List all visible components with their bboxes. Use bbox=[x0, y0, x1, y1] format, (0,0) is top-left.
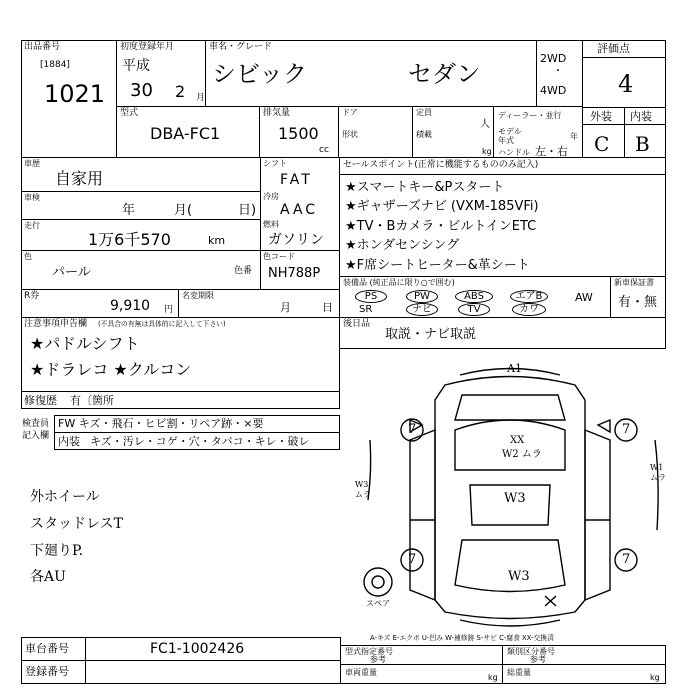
shape-label: 形状 bbox=[342, 130, 358, 139]
diagram-legend: A-キズ E-エクボ U-凹み W-補修跡 S-サビ C-腐食 XX-交換済 bbox=[370, 634, 554, 642]
inspector-row-2-prefix: 内装 bbox=[58, 435, 80, 448]
chassis-value: FC1-1002426 bbox=[150, 641, 245, 657]
sales-item: ★TV・Bカメラ・ビルトインETC bbox=[345, 219, 537, 234]
cap-unit: 人 bbox=[480, 119, 490, 130]
handwritten-note: スタッドレスT bbox=[30, 516, 123, 532]
color-no-label: 色番 bbox=[234, 266, 253, 276]
color-code-label: 色コード bbox=[263, 252, 295, 261]
shift-label: シフト bbox=[263, 159, 287, 168]
sales-item: ★ホンダセンシング bbox=[345, 238, 460, 253]
total-label: 総重量 bbox=[507, 668, 531, 677]
era: 平成 bbox=[122, 58, 150, 74]
lot-label: 出品番号 bbox=[24, 42, 61, 52]
reg-no-label: 登録番号 bbox=[25, 665, 69, 678]
change-label: 名変期限 bbox=[182, 291, 214, 300]
inspect-label: 車検 bbox=[24, 193, 40, 202]
mark-w3: W3 bbox=[508, 569, 530, 584]
chassis-label: 車台番号 bbox=[25, 642, 69, 655]
model-year-label: モデル 年式 bbox=[498, 127, 522, 145]
ext-label: 外装 bbox=[590, 110, 612, 123]
ac-value: AAC bbox=[280, 202, 319, 218]
inspector-label-1: 検査員 bbox=[22, 419, 50, 429]
warranty-value: 有・無 bbox=[618, 295, 658, 310]
recycle-unit: 円 bbox=[164, 305, 174, 315]
recycle-label: R券 bbox=[24, 291, 40, 301]
change-month: 月 bbox=[280, 301, 291, 314]
equip-aw: AW bbox=[575, 291, 593, 304]
body-type: セダン bbox=[408, 60, 481, 88]
fuel-label: 燃料 bbox=[263, 220, 279, 229]
inspector-row-1: FW キズ・飛石・ヒビ割・リペア跡・×要 bbox=[58, 417, 264, 430]
after-value: 取説・ナビ取説 bbox=[385, 327, 477, 342]
model-label: 車名・グレード bbox=[209, 42, 273, 52]
ac-label: 冷房 bbox=[263, 192, 279, 201]
notes-label: 注意事項申告欄 bbox=[24, 319, 88, 329]
type-label: 型式 bbox=[120, 108, 139, 118]
reg-year: 30 bbox=[130, 80, 153, 101]
ext-grade: C bbox=[594, 132, 610, 156]
mark-7: 7 bbox=[622, 422, 631, 437]
reg-month: 2 bbox=[175, 82, 186, 101]
ref-label-2: 参考 bbox=[530, 655, 546, 664]
int-grade: B bbox=[635, 132, 650, 156]
drive-4wd: 4WD bbox=[540, 84, 567, 97]
weight-label: 車両重量 bbox=[345, 668, 377, 677]
sales-item: ★スマートキー&Pスタート bbox=[345, 180, 505, 195]
equip-leather: カワ bbox=[512, 303, 546, 316]
use-value: 自家用 bbox=[55, 169, 104, 188]
disp-label: 排気量 bbox=[263, 108, 291, 118]
spare-label: スペア bbox=[366, 599, 390, 608]
door-label: ドア bbox=[342, 108, 358, 117]
mark-right-side: W1 ムラ bbox=[650, 463, 666, 482]
handwritten-note: 外ホイール bbox=[30, 489, 100, 505]
recycle-amount: 9,910 bbox=[110, 298, 151, 314]
color-value: パール bbox=[52, 265, 91, 280]
equip-pw: PW bbox=[406, 290, 438, 303]
score-value: 4 bbox=[618, 70, 634, 98]
mileage-label: 走行 bbox=[24, 221, 40, 230]
car-name: シビック bbox=[212, 60, 308, 88]
mileage-unit: km bbox=[208, 234, 226, 247]
use-label: 車歴 bbox=[24, 159, 40, 168]
mark-w3: W3 bbox=[504, 491, 526, 506]
int-label: 内装 bbox=[630, 110, 652, 123]
equip-airbag: エアB bbox=[510, 290, 548, 303]
score-label: 評価点 bbox=[597, 42, 630, 55]
mark-a1: A1 bbox=[507, 362, 522, 375]
sales-label: セールスポイント(正常に機能するもののみ記入) bbox=[343, 160, 539, 170]
sales-item: ★F席シートヒーター&革シート bbox=[345, 258, 530, 273]
ref-label: 参考 bbox=[370, 655, 386, 664]
reg-label: 初度登録年月 bbox=[120, 42, 175, 52]
year-suffix: 年 bbox=[570, 132, 578, 141]
color-label: 色 bbox=[24, 252, 32, 261]
cap-label: 定員 bbox=[416, 108, 432, 117]
after-label: 後日品 bbox=[343, 319, 371, 329]
dealer-label: ディーラー・並行 bbox=[498, 111, 562, 120]
inspect-month: 月( bbox=[174, 203, 193, 218]
notes-sub: (不具合の有無は具体的に記入して下さい) bbox=[98, 320, 226, 328]
reg-month-unit: 月 bbox=[196, 93, 206, 103]
fuel-value: ガソリン bbox=[268, 232, 324, 248]
mark-7: 7 bbox=[408, 552, 417, 567]
category-label: 類別区分番号 bbox=[507, 647, 555, 656]
drive-2wd: 2WD bbox=[540, 52, 567, 65]
repair-label: 修復歴 bbox=[24, 394, 57, 407]
drive-dot: ・ bbox=[553, 66, 563, 77]
mark-7: 7 bbox=[622, 552, 631, 567]
equip-ps: PS bbox=[355, 290, 387, 303]
change-day: 日 bbox=[322, 301, 333, 314]
color-code-value: NH788P bbox=[268, 266, 321, 281]
repair-value: 有〔箇所 bbox=[70, 394, 114, 407]
sales-item: ★ギャザーズナビ (VXM-185VFi) bbox=[345, 199, 539, 214]
warranty-label: 新車保証書 bbox=[614, 278, 654, 287]
shift-value: FAT bbox=[280, 172, 313, 188]
reg-no-box bbox=[21, 660, 341, 684]
inspect-year: 年 bbox=[122, 203, 136, 218]
mileage-value: 1万6千570 bbox=[88, 230, 171, 249]
type-value: DBA-FC1 bbox=[150, 124, 221, 143]
equip-abs: ABS bbox=[455, 290, 493, 303]
lot-number: 1021 bbox=[44, 80, 106, 108]
disp-value: 1500 bbox=[278, 124, 319, 143]
handwritten-note: 下廻りP. bbox=[30, 543, 84, 559]
equip-sr: SR bbox=[359, 304, 373, 315]
inspector-row-2: キズ・汚レ・コゲ・穴・タバコ・キレ・破レ bbox=[90, 435, 310, 448]
mark-w2: W2 ムラ bbox=[502, 449, 542, 460]
note-item: ★ドラレコ ★クルコン bbox=[30, 360, 192, 379]
handle-label: ハンドル bbox=[498, 148, 530, 157]
handle-value: 左・右 bbox=[535, 145, 568, 158]
equip-tv: TV bbox=[458, 303, 490, 316]
total-kg: kg bbox=[650, 673, 660, 682]
note-item: ★パドルシフト bbox=[30, 334, 140, 353]
width-unit: kg bbox=[482, 147, 492, 156]
model-cert-label: 型式指定番号 bbox=[345, 647, 393, 656]
handwritten-note: 各AU bbox=[30, 569, 66, 585]
mark-left-side: W3 ムラ bbox=[355, 480, 371, 499]
inspector-label-2: 記入欄 bbox=[22, 431, 50, 441]
disp-unit: cc bbox=[319, 145, 329, 155]
equipment-label: 装備品 (純正品に限り○で囲む) bbox=[343, 278, 455, 287]
weight-kg: kg bbox=[488, 673, 498, 682]
inspect-day: 日) bbox=[238, 203, 257, 218]
mark-xx: XX bbox=[510, 435, 525, 446]
mark-7: 7 bbox=[408, 422, 417, 437]
lot-sub: [1884] bbox=[40, 60, 70, 70]
equip-navi: ナビ bbox=[406, 303, 438, 316]
width-label: 積載 bbox=[416, 130, 432, 139]
